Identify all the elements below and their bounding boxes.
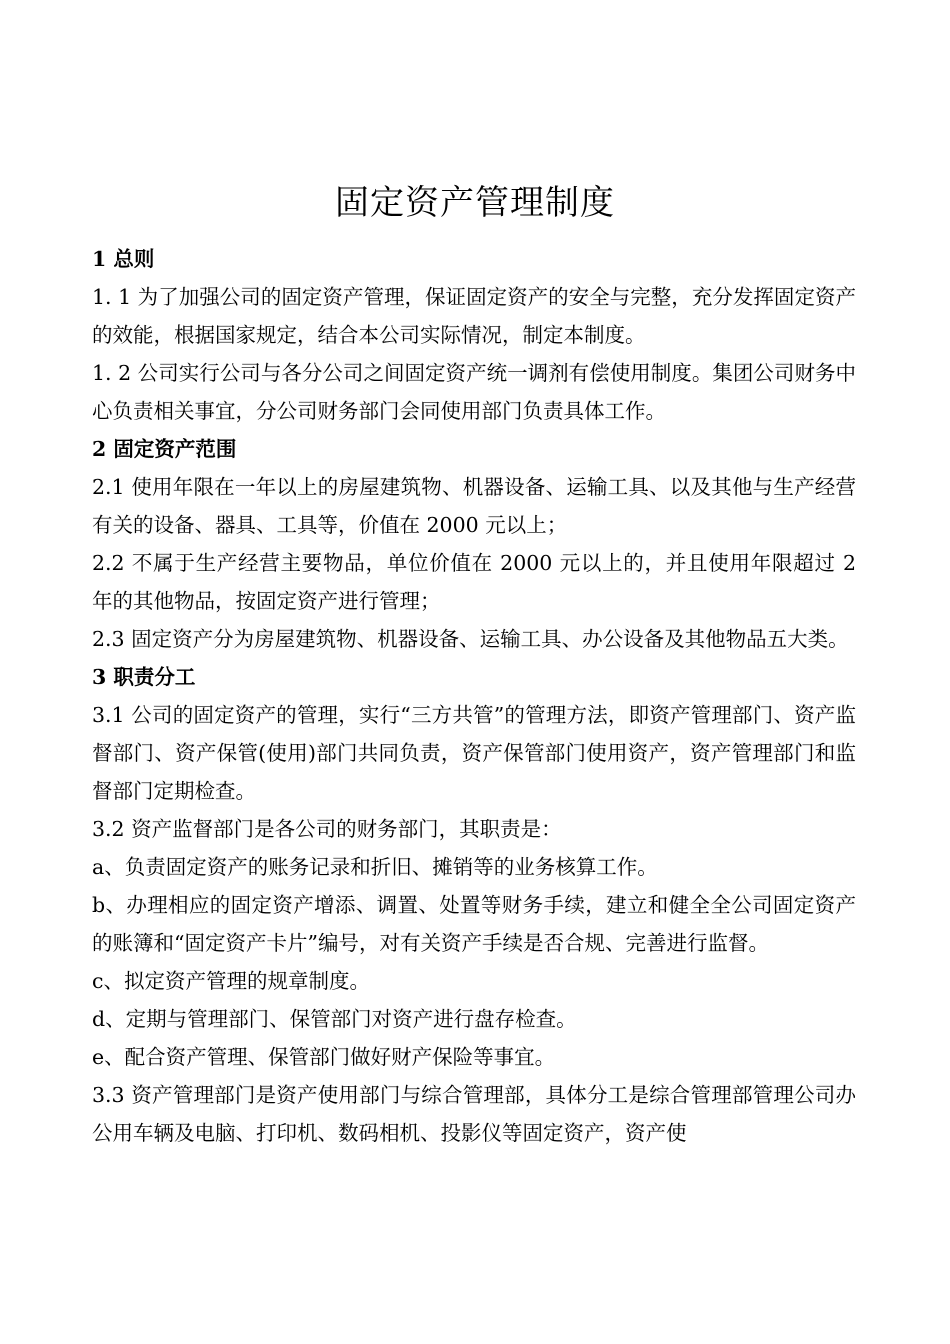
paragraph-2-1: 2.1 使用年限在一年以上的房屋建筑物、机器设备、运输工具、以及其他与生产经营有关的设备、器具、工具等，价值在 2000 元以上； bbox=[92, 475, 856, 537]
paragraph-2-2: 2.2 不属于生产经营主要物品，单位价值在 2000 元以上的，并且使用年限超过 2 年的其他物品，按固定资产进行管理； bbox=[92, 551, 856, 613]
paragraph-3-3: 3.3 资产管理部门是资产使用部门与综合管理部，具体分工是综合管理部管理公司办公用车辆及电脑、打印机、数码相机、投影仪等固定资产，资产使 bbox=[92, 1083, 856, 1145]
paragraph-3-1: 3.1 公司的固定资产的管理，实行“三方共管”的管理方法，即资产管理部门、资产监督部门、资产保管(使用)部门共同负责，资产保管部门使用资产，资产管理部门和监督部门定期检查。 bbox=[92, 703, 856, 803]
list-item-a: a、负责固定资产的账务记录和折旧、摊销等的业务核算工作。 bbox=[92, 855, 658, 879]
paragraph-1-1: 1. 1 为了加强公司的固定资产管理，保证固定资产的安全与完整，充分发挥固定资产的效能，根据国家规定，结合本公司实际情况，制定本制度。 bbox=[92, 285, 856, 347]
document-title: 固定资产管理制度 bbox=[335, 183, 615, 223]
list-item-e: e、配合资产管理、保管部门做好财产保险等事宜。 bbox=[92, 1045, 556, 1069]
section-heading-2: 2 固定资产范围 bbox=[92, 437, 237, 461]
section-heading-3: 3 职责分工 bbox=[92, 665, 196, 689]
list-item-c: c、拟定资产管理的规章制度。 bbox=[92, 969, 370, 993]
list-item-b: b、办理相应的固定资产增添、调置、处置等财务手续，建立和健全全公司固定资产的账簿和“固定资产卡片”编号，对有关资产手续是否合规、完善进行监督。 bbox=[92, 893, 856, 955]
paragraph-3-2: 3.2 资产监督部门是各公司的财务部门，其职责是： bbox=[92, 817, 562, 841]
document-body bbox=[92, 240, 856, 1152]
paragraph-2-3: 2.3 固定资产分为房屋建筑物、机器设备、运输工具、办公设备及其他物品五大类。 bbox=[92, 627, 849, 651]
list-item-d: d、定期与管理部门、保管部门对资产进行盘存检查。 bbox=[92, 1007, 577, 1031]
paragraph-1-2: 1. 2 公司实行公司与各分公司之间固定资产统一调剂有偿使用制度。集团公司财务中心负责相关事宜，分公司财务部门会同使用部门负责具体工作。 bbox=[92, 361, 856, 423]
section-heading-1: 1 总则 bbox=[92, 247, 155, 271]
